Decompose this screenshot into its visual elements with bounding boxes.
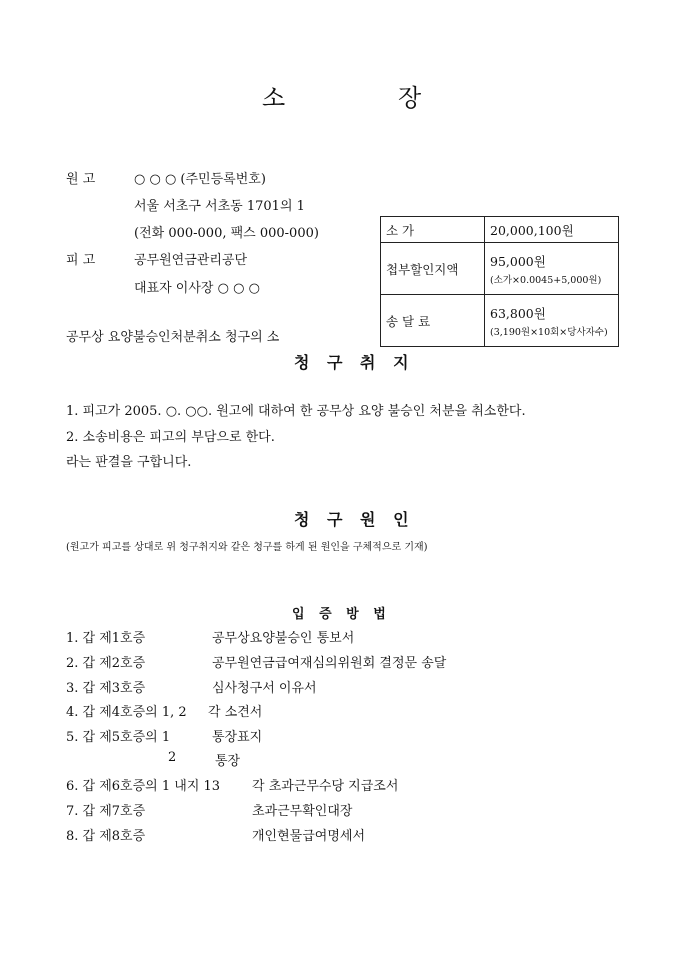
title-char-2: 장 — [398, 84, 422, 112]
plaintiff-name: ○ ○ ○ (주민등록번호) — [134, 172, 266, 187]
plaintiff-label: 원 고 — [66, 172, 96, 187]
evidence-desc: 통장표지 — [212, 730, 263, 745]
evidence-desc: 각 소견서 — [208, 705, 263, 720]
evidence-no: 1. 갑 제1호증 — [66, 631, 146, 646]
plaintiff-contact: (전화 000-000, 팩스 000-000) — [134, 226, 319, 241]
evidence-desc: 공무상요양불승인 통보서 — [212, 631, 355, 646]
fee-row-stamp — [381, 243, 619, 295]
claim-item: 1. 피고가 2005. ○. ○○. 원고에 대하여 한 공무상 요양 불승인 처분을 취소한다. — [66, 404, 526, 419]
case-name: 공무상 요양불승인처분취소 청구의 소 — [66, 330, 280, 345]
fee-table — [380, 216, 619, 347]
cause-note: (원고가 피고를 상대로 위 청구취지와 같은 청구를 하게 된 원인을 구체적으로 기재) — [66, 542, 428, 553]
fee-label-text: 소 가 — [386, 222, 415, 238]
evidence-no: 3. 갑 제3호증 — [66, 681, 146, 696]
cause-heading: 청 구 원 인 — [294, 510, 415, 529]
fee-note: (소가×0.0045+5,000원) — [490, 274, 602, 286]
defendant-representative: 대표자 이사장 ○ ○ ○ — [134, 281, 260, 296]
evidence-no: 4. 갑 제4호증의 1, 2 — [66, 705, 187, 720]
evidence-no: 6. 갑 제6호증의 1 내지 13 — [66, 779, 221, 794]
fee-note: (3,190원×10회×당사자수) — [490, 326, 608, 338]
fee-value — [485, 243, 619, 295]
fee-label — [381, 217, 485, 243]
fee-label — [381, 295, 485, 347]
defendant-name: 공무원연금관리공단 — [134, 253, 248, 268]
defendant-label: 피 고 — [66, 253, 96, 268]
evidence-desc: 초과근무확인대장 — [252, 804, 353, 819]
evidence-desc: 개인현물급여명세서 — [252, 829, 366, 844]
evidence-no: 2. 갑 제2호증 — [66, 656, 146, 671]
fee-value — [485, 295, 619, 347]
claim-heading: 청 구 취 지 — [294, 353, 415, 372]
fee-label-text: 송 달 료 — [386, 313, 431, 329]
evidence-desc: 각 초과근무수당 지급조서 — [252, 779, 399, 794]
fee-value-text: 63,800원 — [490, 305, 546, 321]
fee-row-delivery — [381, 295, 619, 347]
evidence-desc: 통장 — [215, 754, 241, 769]
evidence-heading: 입 증 방 법 — [292, 607, 391, 622]
evidence-desc: 심사청구서 이유서 — [212, 681, 317, 696]
evidence-no: 5. 갑 제5호증의 1 — [66, 730, 171, 745]
claim-item: 2. 소송비용은 피고의 부담으로 한다. — [66, 430, 275, 445]
plaintiff-address: 서울 서초구 서초동 1701의 1 — [134, 199, 305, 214]
fee-row-amount — [381, 217, 619, 243]
claim-item: 라는 판결을 구합니다. — [66, 455, 192, 470]
fee-value-text: 95,000원 — [490, 253, 546, 269]
evidence-no: 2 — [168, 750, 177, 765]
fee-value-text: 20,000,100원 — [490, 222, 574, 238]
fee-label-text: 첩부할인지액 — [386, 261, 459, 277]
fee-label — [381, 243, 485, 295]
evidence-desc: 공무원연금급여재심의위원회 결정문 송달 — [212, 656, 447, 671]
evidence-no: 7. 갑 제7호증 — [66, 804, 146, 819]
fee-value — [485, 217, 619, 243]
evidence-no: 8. 갑 제8호증 — [66, 829, 146, 844]
title-char-1: 소 — [262, 84, 286, 112]
